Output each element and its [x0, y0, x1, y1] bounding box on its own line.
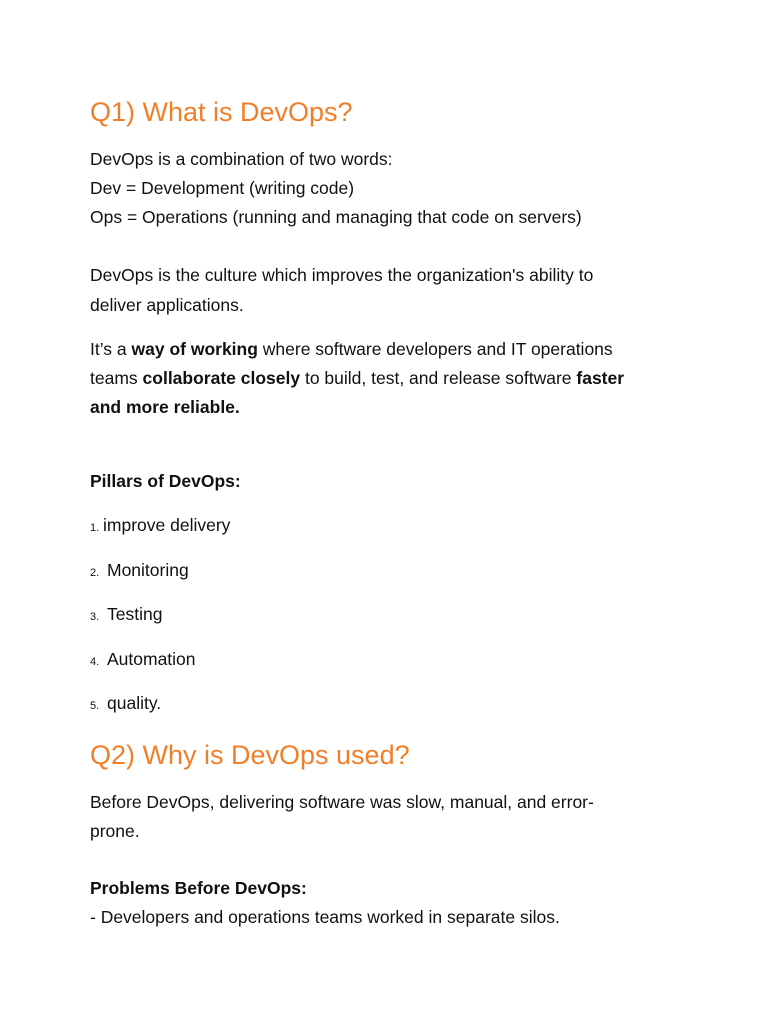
pillar-number: 5.: [90, 700, 100, 712]
q1-way-emphasis-reliable: and more reliable.: [90, 397, 240, 417]
q1-way-emphasis-faster: faster: [576, 368, 625, 388]
q1-intro-line-3: Ops = Operations (running and managing that code on servers): [90, 207, 582, 227]
q1-way-emphasis-working: way of working: [131, 339, 258, 359]
pillar-text: Testing: [107, 604, 163, 624]
q2-heading: Q2) Why is DevOps used?: [90, 740, 410, 770]
q1-way-text-build: to build, test, and release software: [300, 368, 577, 388]
q1-intro-line-1: DevOps is a combination of two words:: [90, 149, 393, 169]
q1-way-text-c: where software developers and IT operations: [257, 339, 613, 359]
problem-item: - Developers and operations teams worked in separate silos.: [90, 907, 560, 927]
pillars-heading-text: Pillars of DevOps:: [90, 471, 241, 491]
q1-culture-line-2: deliver applications.: [90, 295, 244, 315]
q1-way-line-2: [90, 367, 624, 389]
pillar-item: [90, 692, 161, 717]
pillar-item: [90, 559, 189, 584]
pillar-item: [90, 603, 162, 628]
pillar-text: improve delivery: [103, 515, 231, 535]
q1-way-text-teams: teams: [90, 368, 143, 388]
q1-intro-line-2: Dev = Development (writing code): [90, 178, 355, 198]
q2-intro-line-2: prone.: [90, 821, 140, 841]
q1-way-emphasis-collaborate: collaborate closely: [142, 368, 301, 388]
q1-way-text-a: It’s a: [90, 339, 132, 359]
pillar-item: [90, 648, 196, 673]
pillars-heading: [90, 470, 241, 492]
pillar-number: 1.: [90, 522, 100, 534]
q2-intro-line-1: Before DevOps, delivering software was slow, manual, and error-: [90, 792, 594, 812]
pillar-number: 2.: [90, 567, 100, 579]
pillar-text: Automation: [107, 649, 196, 669]
q1-way-line-3: [90, 396, 240, 418]
pillar-number: 4.: [90, 656, 100, 668]
pillar-number: 3.: [90, 611, 100, 623]
q1-heading: Q1) What is DevOps?: [90, 97, 353, 127]
problems-heading: [90, 877, 307, 899]
q1-way-line-1: [90, 338, 613, 360]
pillar-text: Monitoring: [107, 560, 189, 580]
pillar-item: [90, 514, 230, 539]
pillar-text: quality.: [107, 693, 162, 713]
problems-heading-text: Problems Before DevOps:: [90, 878, 307, 898]
q1-culture-line-1: DevOps is the culture which improves the organization's ability to: [90, 265, 594, 285]
